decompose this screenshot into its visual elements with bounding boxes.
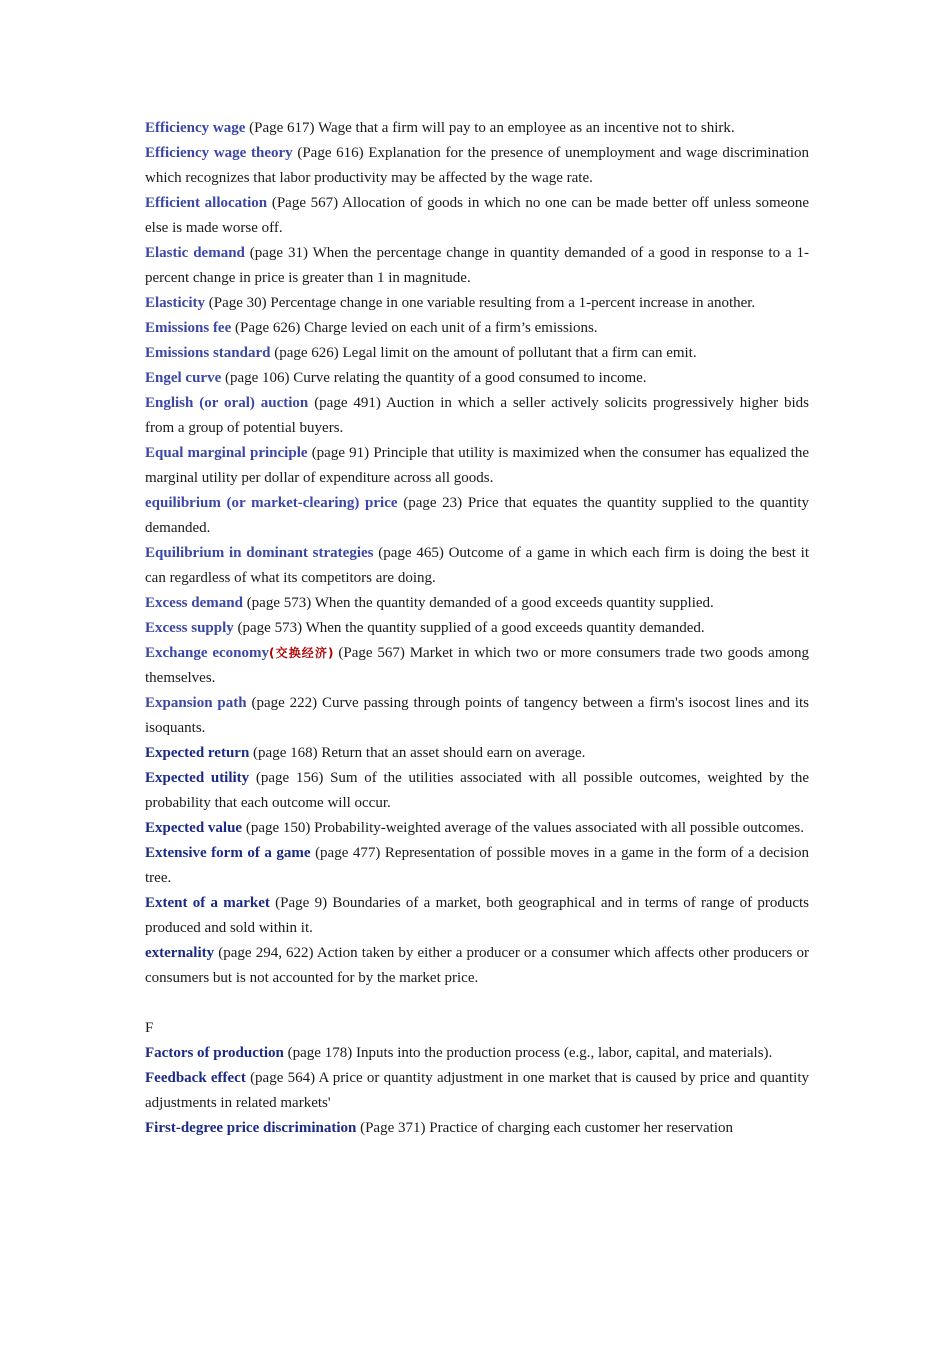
glossary-definition: (Page 371) Practice of charging each customer her reservation bbox=[360, 1120, 733, 1136]
glossary-term: Extent of a market bbox=[145, 895, 270, 911]
glossary-definition: (page 178) Inputs into the production process (e.g., labor, capital, and materials). bbox=[287, 1045, 773, 1061]
glossary-term: externality bbox=[145, 945, 215, 961]
glossary-entry bbox=[145, 691, 809, 741]
glossary-definition: (page 150) Probability-weighted average of the values associated with all possible outcomes. bbox=[245, 820, 804, 836]
glossary-term: Factors of production bbox=[145, 1045, 284, 1061]
glossary-term: Exchange economy bbox=[145, 645, 270, 661]
glossary-entry bbox=[145, 491, 809, 541]
glossary-term: Expected return bbox=[145, 745, 250, 761]
glossary-definition: (page 491) Auction in which a seller actively solicits progressively higher bids from a group of potential buyers. bbox=[145, 395, 809, 436]
glossary-entry bbox=[145, 1116, 809, 1141]
glossary-entry bbox=[145, 366, 809, 391]
glossary-term: Elastic demand bbox=[145, 245, 245, 261]
glossary-term: Extensive form of a game bbox=[145, 845, 311, 861]
glossary-entry bbox=[145, 641, 809, 691]
glossary-definition: (page 564) A price or quantity adjustment in one market that is caused by price and quantity adjustments in related markets' bbox=[145, 1070, 810, 1111]
glossary-entry bbox=[145, 191, 809, 241]
glossary-section-f bbox=[145, 1041, 809, 1141]
glossary-entry bbox=[145, 616, 809, 641]
section-spacer bbox=[145, 991, 809, 1016]
glossary-definition: (page 294, 622) Action taken by either a producer or a consumer which affects other producers or consumers but is not accounted for by the market price. bbox=[145, 945, 810, 986]
glossary-term: Equilibrium in dominant strategies bbox=[145, 545, 374, 561]
glossary-entry bbox=[145, 291, 809, 316]
glossary-definition: (page 222) Curve passing through points of tangency between a firm's isocost lines and its isoquants. bbox=[145, 695, 810, 736]
glossary-entry bbox=[145, 441, 809, 491]
glossary-definition: (Page 9) Boundaries of a market, both geographical and in terms of range of products produced and sold within it. bbox=[145, 895, 809, 936]
glossary-term: First-degree price discrimination bbox=[145, 1120, 357, 1136]
glossary-term: Efficient allocation bbox=[145, 195, 268, 211]
glossary-term: Efficiency wage theory bbox=[145, 145, 293, 161]
glossary-definition: (page 91) Principle that utility is maximized when the consumer has equalized the marginal utility per dollar of expenditure across all goods. bbox=[145, 445, 809, 486]
glossary-term: English (or oral) auction bbox=[145, 395, 309, 411]
glossary-term: Equal marginal principle bbox=[145, 445, 308, 461]
glossary-entry bbox=[145, 391, 809, 441]
glossary-entry bbox=[145, 241, 809, 291]
glossary-definition: (page 477) Representation of possible moves in a game in the form of a decision tree. bbox=[145, 845, 810, 886]
glossary-definition: (page 573) When the quantity supplied of a good exceeds quantity demanded. bbox=[237, 620, 705, 636]
glossary-term: Emissions standard bbox=[145, 345, 271, 361]
glossary-term: Engel curve bbox=[145, 370, 222, 386]
glossary-definition: (Page 626) Charge levied on each unit of a firm’s emissions. bbox=[235, 320, 598, 336]
glossary-definition: (Page 617) Wage that a firm will pay to an employee as an incentive not to shirk. bbox=[249, 120, 735, 136]
glossary-entry bbox=[145, 766, 809, 816]
glossary-entry bbox=[145, 141, 809, 191]
glossary-definition: (page 156) Sum of the utilities associated with all possible outcomes, weighted by the probability that each outcome will occur. bbox=[145, 770, 810, 811]
glossary-definition: (page 168) Return that an asset should earn on average. bbox=[253, 745, 586, 761]
glossary-entry bbox=[145, 1041, 809, 1066]
glossary-entry bbox=[145, 541, 809, 591]
glossary-term: Emissions fee bbox=[145, 320, 232, 336]
section-letter-heading: F bbox=[145, 1020, 154, 1036]
glossary-entry bbox=[145, 316, 809, 341]
glossary-entry bbox=[145, 116, 809, 141]
glossary-entry bbox=[145, 816, 809, 841]
glossary-section-e bbox=[145, 116, 809, 991]
glossary-entry bbox=[145, 1066, 809, 1116]
glossary-entry bbox=[145, 341, 809, 366]
glossary-definition: (Page 30) Percentage change in one variable resulting from a 1-percent increase in another. bbox=[208, 295, 756, 311]
glossary-term: Excess demand bbox=[145, 595, 243, 611]
glossary-definition: (Page 567) Market in which two or more consumers trade two goods among themselves. bbox=[145, 645, 809, 686]
glossary-definition: (page 465) Outcome of a game in which each firm is doing the best it can regardless of what its competitors are doing. bbox=[145, 545, 810, 586]
glossary-entry bbox=[145, 941, 809, 991]
glossary-term: Efficiency wage bbox=[145, 120, 246, 136]
glossary-entry bbox=[145, 591, 809, 616]
glossary-term: Elasticity bbox=[145, 295, 205, 311]
glossary-term: equilibrium (or market-clearing) price bbox=[145, 495, 398, 511]
glossary-definition: (page 23) Price that equates the quantity supplied to the quantity demanded. bbox=[145, 495, 809, 536]
glossary-definition: (Page 567) Allocation of goods in which no one can be made better off unless someone else is made worse off. bbox=[145, 195, 809, 236]
glossary-term: Feedback effect bbox=[145, 1070, 246, 1086]
glossary-definition: (page 106) Curve relating the quantity of a good consumed to income. bbox=[225, 370, 647, 386]
glossary-entry bbox=[145, 891, 809, 941]
glossary-definition: (page 31) When the percentage change in quantity demanded of a good in response to a 1-percent change in price is greater than 1 in magnitude. bbox=[145, 245, 810, 286]
glossary-entry bbox=[145, 741, 809, 766]
glossary-term: Expansion path bbox=[145, 695, 247, 711]
glossary-page bbox=[145, 116, 809, 1141]
glossary-term: Expected value bbox=[145, 820, 243, 836]
glossary-definition: (Page 616) Explanation for the presence of unemployment and wage discrimination which recognizes that labor productivity may be affected by the wage rate. bbox=[145, 145, 809, 186]
glossary-term-translation: (交换经济) bbox=[269, 646, 334, 660]
glossary-entry bbox=[145, 841, 809, 891]
glossary-definition: (page 573) When the quantity demanded of a good exceeds quantity supplied. bbox=[246, 595, 714, 611]
glossary-term: Expected utility bbox=[145, 770, 250, 786]
glossary-term: Excess supply bbox=[145, 620, 234, 636]
glossary-definition: (page 626) Legal limit on the amount of pollutant that a firm can emit. bbox=[274, 345, 697, 361]
